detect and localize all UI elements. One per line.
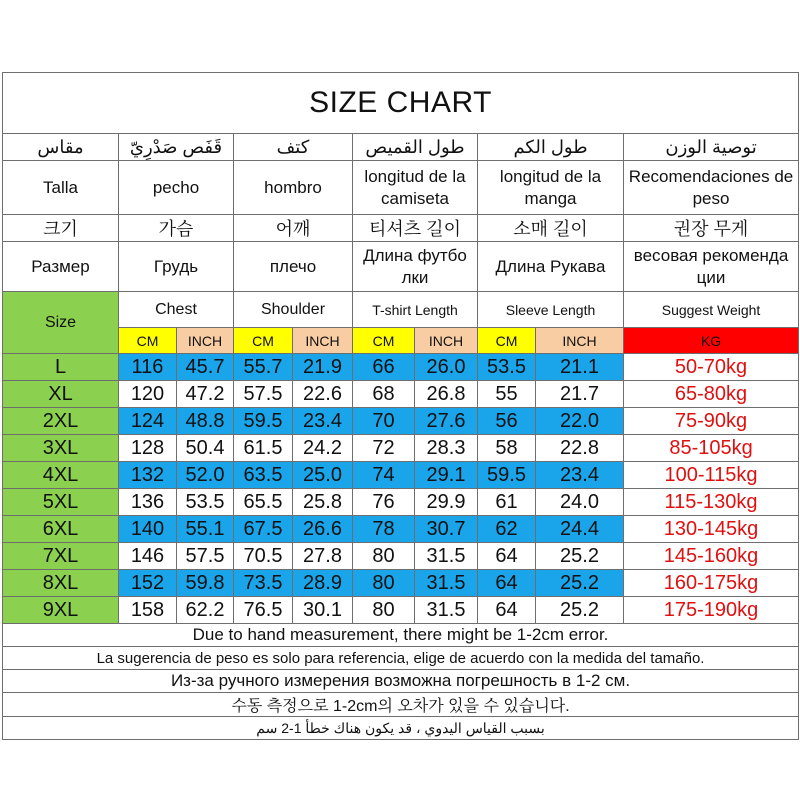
size-label: 5XL [3, 489, 119, 516]
chest-cm-cell: 116 [119, 354, 177, 381]
table-row [3, 408, 799, 435]
table-row [3, 354, 799, 381]
header-cell: longitud de la manga [478, 161, 624, 215]
length-cm-cell: 68 [353, 381, 415, 408]
sleeve-in-cell: 21.7 [536, 381, 624, 408]
sleeve-in-cell: 25.2 [536, 597, 624, 624]
length-in-cell: 28.3 [415, 435, 478, 462]
length-cm-cell: 74 [353, 462, 415, 489]
length-cm-cell: 78 [353, 516, 415, 543]
length-cm-cell: 66 [353, 354, 415, 381]
table-row [3, 435, 799, 462]
chest-in-cell: 47.2 [177, 381, 234, 408]
size-label: 2XL [3, 408, 119, 435]
sleeve-cm-cell: 64 [478, 597, 536, 624]
size-label: 8XL [3, 570, 119, 597]
shoulder-in-cell: 21.9 [293, 354, 353, 381]
weight-cell: 145-160kg [624, 543, 799, 570]
header-cell: hombro [234, 161, 353, 215]
chest-in-cell: 55.1 [177, 516, 234, 543]
chest-in-cell: 59.8 [177, 570, 234, 597]
size-label: L [3, 354, 119, 381]
weight-cell: 100-115kg [624, 462, 799, 489]
sleeve-cm-cell: 64 [478, 570, 536, 597]
header-cell: 가슴 [119, 215, 234, 242]
header-cell: Recomendaciones de peso [624, 161, 799, 215]
chest-cm-cell: 120 [119, 381, 177, 408]
shoulder-in-cell: 27.8 [293, 543, 353, 570]
size-label: 4XL [3, 462, 119, 489]
chest-in-cell: 53.5 [177, 489, 234, 516]
header-cell: طول الكم [478, 134, 624, 161]
shoulder-cm-cell: 73.5 [234, 570, 293, 597]
russian-header-row [3, 242, 799, 292]
sleeve-in-cell: 22.8 [536, 435, 624, 462]
length-cm-cell: 80 [353, 597, 415, 624]
chest-cm-cell: 136 [119, 489, 177, 516]
chest-in-cell: 50.4 [177, 435, 234, 462]
shoulder-cm-cell: 57.5 [234, 381, 293, 408]
header-cell: Грудь [119, 242, 234, 292]
chest-cm-cell: 124 [119, 408, 177, 435]
header-cell: весовая рекоменда ции [624, 242, 799, 292]
header-cell: longitud de la camiseta [353, 161, 478, 215]
header-cell: плечо [234, 242, 353, 292]
shoulder-cm-cell: 67.5 [234, 516, 293, 543]
sleeve-cm-cell: 61 [478, 489, 536, 516]
shoulder-cm-cell: 59.5 [234, 408, 293, 435]
header-cell: Длина Рукава [478, 242, 624, 292]
shoulder-cm-cell: 63.5 [234, 462, 293, 489]
header-cell: 티셔츠 길이 [353, 215, 478, 242]
weight-cell: 75-90kg [624, 408, 799, 435]
cm-unit-label: CM [353, 328, 415, 354]
spanish-header-row [3, 161, 799, 215]
weight-cell: 85-105kg [624, 435, 799, 462]
inch-unit-label: INCH [293, 328, 353, 354]
shoulder-in-cell: 24.2 [293, 435, 353, 462]
table-row [3, 516, 799, 543]
header-cell: 권장 무게 [624, 215, 799, 242]
shoulder-cm-cell: 55.7 [234, 354, 293, 381]
header-cell: كتف [234, 134, 353, 161]
header-cell: Размер [3, 242, 119, 292]
header-cell: قَفَص صَدْرِيّ [119, 134, 234, 161]
chest-cm-cell: 132 [119, 462, 177, 489]
length-in-cell: 29.9 [415, 489, 478, 516]
length-in-cell: 27.6 [415, 408, 478, 435]
table-row [3, 543, 799, 570]
header-cell: Talla [3, 161, 119, 215]
chest-in-cell: 57.5 [177, 543, 234, 570]
arabic-header-row [3, 134, 799, 161]
header-cell: Shoulder [234, 292, 353, 328]
sleeve-in-cell: 25.2 [536, 543, 624, 570]
weight-cell: 160-175kg [624, 570, 799, 597]
length-cm-cell: 80 [353, 570, 415, 597]
weight-cell: 115-130kg [624, 489, 799, 516]
table-row [3, 462, 799, 489]
length-in-cell: 26.0 [415, 354, 478, 381]
length-cm-cell: 80 [353, 543, 415, 570]
inch-unit-label: INCH [536, 328, 624, 354]
inch-unit-label: INCH [177, 328, 234, 354]
chest-in-cell: 52.0 [177, 462, 234, 489]
size-label: 6XL [3, 516, 119, 543]
size-label: XL [3, 381, 119, 408]
sleeve-in-cell: 24.4 [536, 516, 624, 543]
shoulder-cm-cell: 65.5 [234, 489, 293, 516]
length-cm-cell: 70 [353, 408, 415, 435]
sleeve-cm-cell: 58 [478, 435, 536, 462]
cm-unit-label: CM [119, 328, 177, 354]
sleeve-in-cell: 22.0 [536, 408, 624, 435]
shoulder-in-cell: 23.4 [293, 408, 353, 435]
size-header: Size [3, 292, 119, 354]
chest-in-cell: 45.7 [177, 354, 234, 381]
sleeve-cm-cell: 53.5 [478, 354, 536, 381]
header-cell: 소매 길이 [478, 215, 624, 242]
sleeve-in-cell: 21.1 [536, 354, 624, 381]
header-cell: Chest [119, 292, 234, 328]
chest-cm-cell: 152 [119, 570, 177, 597]
table-row [3, 489, 799, 516]
chest-in-cell: 62.2 [177, 597, 234, 624]
chart-title: SIZE CHART [3, 73, 799, 134]
shoulder-cm-cell: 70.5 [234, 543, 293, 570]
length-in-cell: 26.8 [415, 381, 478, 408]
shoulder-in-cell: 25.8 [293, 489, 353, 516]
shoulder-in-cell: 26.6 [293, 516, 353, 543]
header-cell: مقاس [3, 134, 119, 161]
note-spanish: La sugerencia de peso es solo para referencia, elige de acuerdo con la medida del tamaño. [3, 647, 799, 670]
shoulder-cm-cell: 61.5 [234, 435, 293, 462]
table-row [3, 381, 799, 408]
sleeve-cm-cell: 64 [478, 543, 536, 570]
shoulder-in-cell: 28.9 [293, 570, 353, 597]
chest-cm-cell: 146 [119, 543, 177, 570]
sleeve-in-cell: 24.0 [536, 489, 624, 516]
table-row [3, 597, 799, 624]
sleeve-cm-cell: 59.5 [478, 462, 536, 489]
weight-cell: 130-145kg [624, 516, 799, 543]
header-cell: T-shirt Length [353, 292, 478, 328]
weight-cell: 65-80kg [624, 381, 799, 408]
chest-cm-cell: 140 [119, 516, 177, 543]
chest-in-cell: 48.8 [177, 408, 234, 435]
shoulder-in-cell: 22.6 [293, 381, 353, 408]
shoulder-in-cell: 30.1 [293, 597, 353, 624]
note-english: Due to hand measurement, there might be 1-2cm error. [3, 624, 799, 647]
length-in-cell: 30.7 [415, 516, 478, 543]
weight-cell: 50-70kg [624, 354, 799, 381]
table-row [3, 570, 799, 597]
size-label: 7XL [3, 543, 119, 570]
header-cell: توصية الوزن [624, 134, 799, 161]
length-in-cell: 31.5 [415, 543, 478, 570]
shoulder-in-cell: 25.0 [293, 462, 353, 489]
sleeve-in-cell: 25.2 [536, 570, 624, 597]
note-korean: 수동 측정으로 1-2cm의 오차가 있을 수 있습니다. [3, 693, 799, 717]
korean-header-row [3, 215, 799, 242]
shoulder-cm-cell: 76.5 [234, 597, 293, 624]
note-arabic: بسبب القياس اليدوي ، قد يكون هناك خطأ 1-2 سم [3, 717, 799, 740]
length-in-cell: 31.5 [415, 597, 478, 624]
header-cell: Sleeve Length [478, 292, 624, 328]
chest-cm-cell: 158 [119, 597, 177, 624]
length-cm-cell: 76 [353, 489, 415, 516]
sleeve-in-cell: 23.4 [536, 462, 624, 489]
length-in-cell: 31.5 [415, 570, 478, 597]
size-label: 3XL [3, 435, 119, 462]
size-label: 9XL [3, 597, 119, 624]
length-cm-cell: 72 [353, 435, 415, 462]
header-cell: طول القميص [353, 134, 478, 161]
note-russian: Из-за ручного измерения возможна погрешность в 1-2 см. [3, 670, 799, 693]
header-cell: Suggest Weight [624, 292, 799, 328]
header-cell: pecho [119, 161, 234, 215]
header-cell: 어깨 [234, 215, 353, 242]
inch-unit-label: INCH [415, 328, 478, 354]
length-in-cell: 29.1 [415, 462, 478, 489]
chest-cm-cell: 128 [119, 435, 177, 462]
size-chart-table [2, 72, 799, 740]
cm-unit-label: CM [478, 328, 536, 354]
header-cell: Длина футбо лки [353, 242, 478, 292]
english-header-row [3, 292, 799, 328]
sleeve-cm-cell: 62 [478, 516, 536, 543]
sleeve-cm-cell: 56 [478, 408, 536, 435]
weight-cell: 175-190kg [624, 597, 799, 624]
kg-unit-label: KG [624, 328, 799, 354]
sleeve-cm-cell: 55 [478, 381, 536, 408]
header-cell: 크기 [3, 215, 119, 242]
cm-unit-label: CM [234, 328, 293, 354]
unit-header-row [3, 328, 799, 354]
